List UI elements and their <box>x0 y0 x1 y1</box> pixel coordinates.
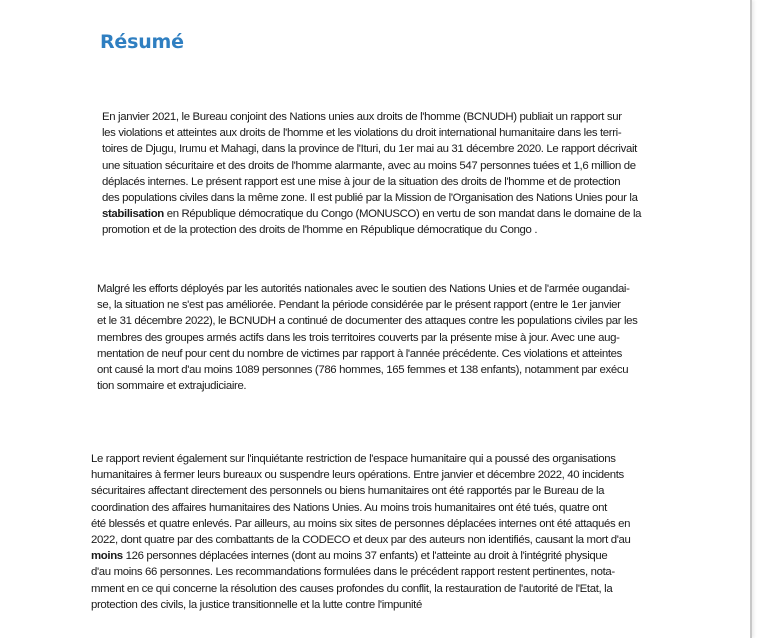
bold-word: moins <box>91 550 123 563</box>
paragraph-line: tion sommaire et extrajudiciaire. <box>97 380 247 393</box>
paragraph-line: En janvier 2021, le Bureau conjoint des Nations unies aux droits de l'homme (BCNUDH) publiait un rapport sur <box>102 111 622 123</box>
paragraph-line: toires de Djugu, Irumu et Mahagi, dans la province de l'Ituri, du 1er mai au 31 décembre 2020. Le rapport décrivait <box>102 143 637 156</box>
bold-word: stabilisation <box>102 208 164 221</box>
summary-paragraph-2 <box>97 281 638 394</box>
paragraph-line: été blessés et quatre enlevés. Par ailleurs, au moins six sites de personnes déplacées internes ont été attaqués en <box>91 517 631 530</box>
paragraph-line: membres des groupes armés actifs dans les trois territoires couverts par la présente mise à jour. Avec une aug- <box>97 331 620 344</box>
paragraph-line: déplacés internes. Le présent rapport est une mise à jour de la situation des droits de l'homme et de protection <box>102 175 621 188</box>
paragraph-line: des populations civiles dans la même zone. Il est publié par la Mission de l'Organisation des Nations Unies pour la <box>102 192 638 205</box>
paragraph-line: mment en ce qui concerne la résolution des causes profondes du conflit, la restauration de l'autorité de l'Etat, la <box>91 582 613 595</box>
paragraph-line: 2022, dont quatre par des combattants de la CODECO et deux par des auteurs non identifiés, causant la mort d'au <box>91 534 631 547</box>
line-rest: en République démocratique du Congo (MONUSCO) en vertu de son mandat dans le domaine de la <box>163 208 642 221</box>
paragraph-line: Malgré les efforts déployés par les autorités nationales avec le soutien des Nations Unies et de l'armée ougandai- <box>97 283 630 295</box>
paragraph-line: les violations et atteintes aux droits de l'homme et les violations du droit international humanitaire dans les terri- <box>102 127 622 140</box>
paragraph-line: et le 31 décembre 2022), le BCNUDH a continué de documenter des attaques contre les populations civiles par les <box>97 315 638 328</box>
paragraph-line: promotion et de la protection des droits de l'homme en République démocratique du Congo . <box>102 224 538 237</box>
summary-paragraph-1 <box>102 109 641 239</box>
paragraph-line: sécuritaires affectant directement des personnels ou biens humanitaires ont été rapportés par le Bureau de la <box>91 485 605 498</box>
paragraph-line: Le rapport revient également sur l'inquiétante restriction de l'espace humanitaire qui a poussé des organisations <box>91 453 616 465</box>
paragraph-line: d'au moins 66 personnes. Les recommandations formulées dans le précédent rapport restent pertinentes, nota- <box>91 566 615 579</box>
page-title: Résumé <box>100 31 184 53</box>
paragraph-line <box>91 548 631 564</box>
paragraph-line <box>102 206 641 222</box>
paragraph-line: protection des civils, la justice transitionnelle et la lutte contre l'impunité <box>91 598 422 611</box>
paragraph-line: une situation sécuritaire et des droits de l'homme alarmante, avec au moins 547 personnes tuées et 1,6 million de <box>102 159 636 172</box>
paragraph-line: ont causé la mort d'au moins 1089 personnes (786 hommes, 165 femmes et 138 enfants), notamment par exécu <box>97 364 629 377</box>
paragraph-line: mentation de neuf pour cent du nombre de victimes par rapport à l'année précédente. Ces violations et atteintes <box>97 347 622 360</box>
summary-paragraph-3 <box>91 451 631 613</box>
paragraph-line: coordination des affaires humanitaires des Nations Unies. Au moins trois humanitaires ont été tués, quatre ont <box>91 501 607 514</box>
paragraph-line: se, la situation ne s'est pas améliorée. Pendant la période considérée par le présent rapport (entre le 1er janvier <box>97 299 621 312</box>
paragraph-line: humanitaires à fermer leurs bureaux ou suspendre leurs opérations. Entre janvier et décembre 2022, 40 incidents <box>91 469 624 482</box>
line-rest: 126 personnes déplacées internes (dont au moins 37 enfants) et l'atteinte au droit à l'intégrité physique <box>122 550 608 563</box>
